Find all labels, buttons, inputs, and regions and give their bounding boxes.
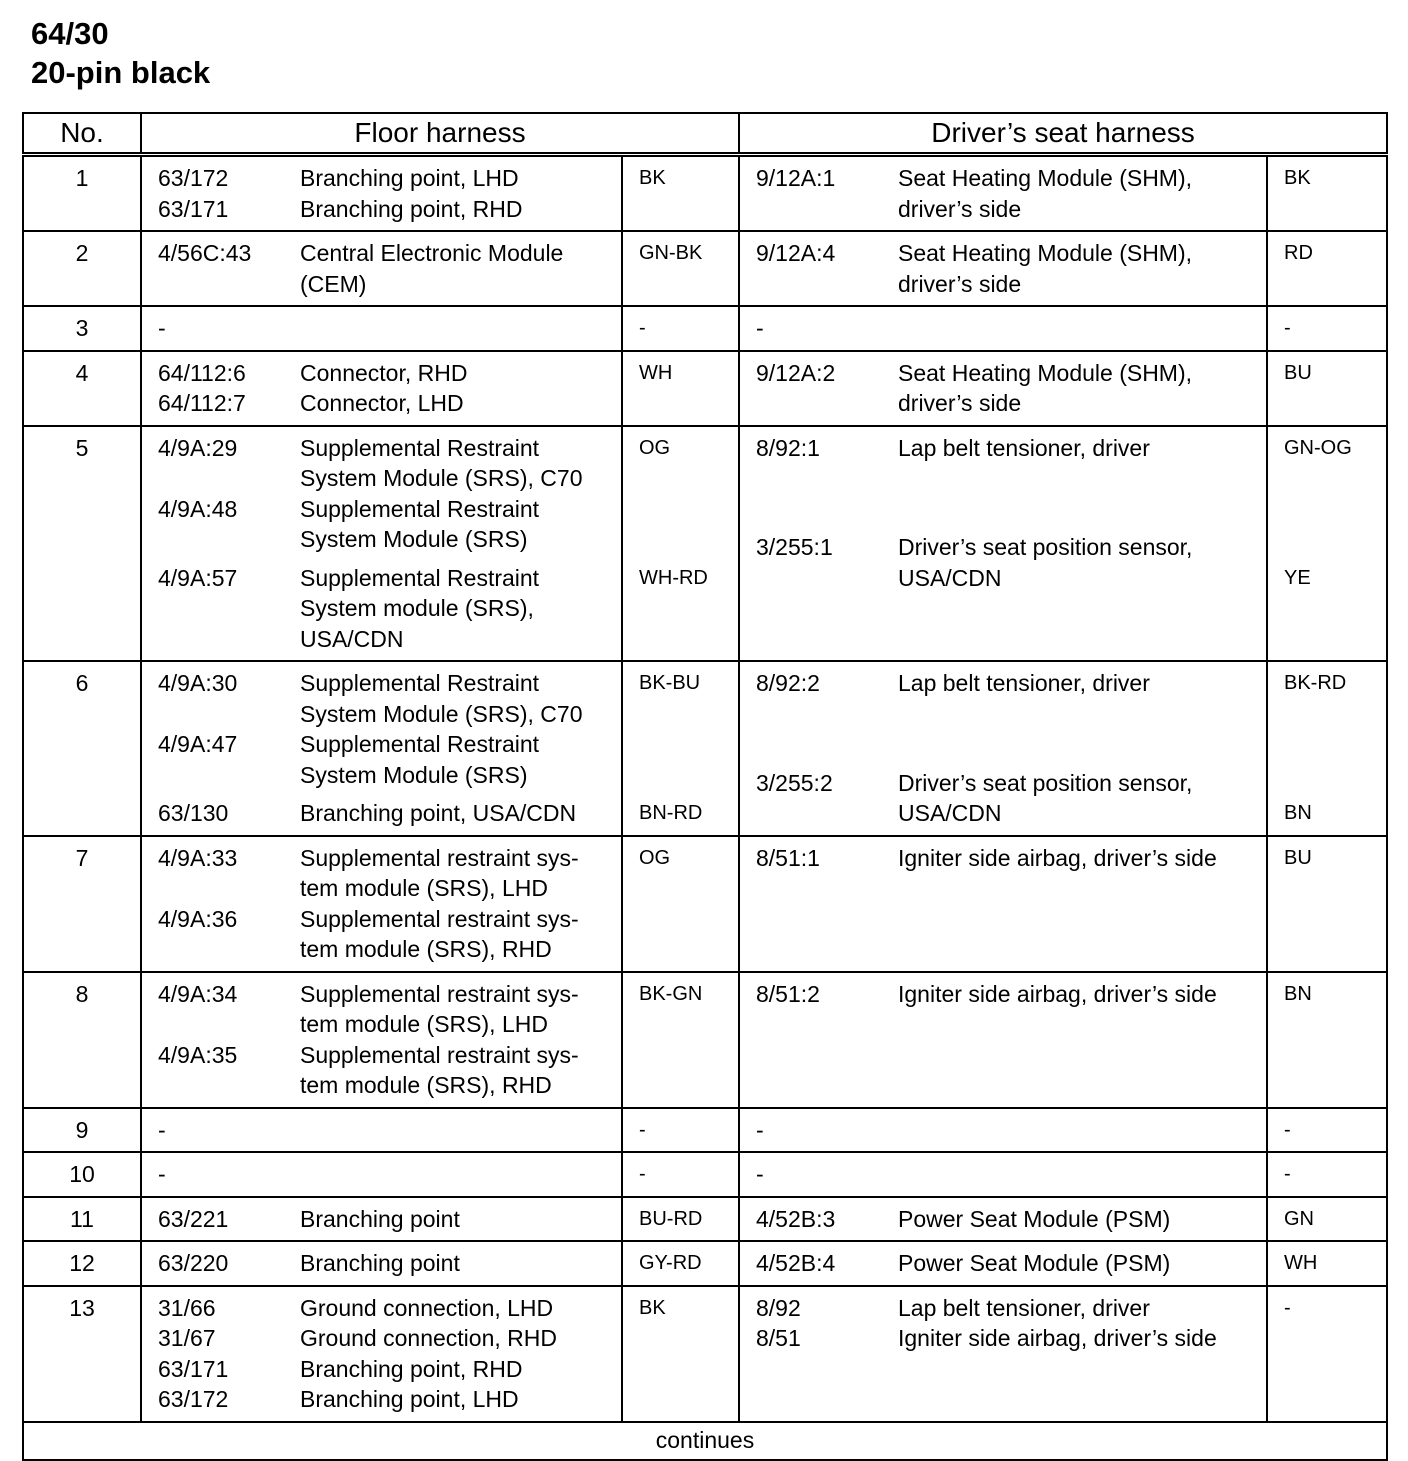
- seat-wire-color: -: [1284, 1163, 1291, 1185]
- floor-connection-cell: [141, 1241, 622, 1286]
- floor-connection-cell: [141, 661, 622, 836]
- seat-connection-cell: [739, 351, 1267, 426]
- floor-component-description: Supplemental restraint sys- tem module (SRS), LHD Supplemental restraint sys- tem module (SRS), RHD: [300, 980, 579, 1098]
- floor-connector-code: 63/130: [158, 800, 229, 826]
- seat-connector-code: 8/92 8/51: [756, 1294, 801, 1351]
- seat-wire-color: -: [1284, 317, 1291, 339]
- seat-connection-cell: [739, 306, 1267, 351]
- seat-wire-color-cell: [1267, 1286, 1387, 1422]
- floor-wire-color-cell: [622, 231, 739, 306]
- pin-number: 10: [23, 1152, 141, 1197]
- table-row: [23, 1152, 1387, 1197]
- seat-connector-code: 9/12A:2: [756, 359, 836, 386]
- seat-connection-cell: [739, 1286, 1267, 1422]
- seat-component-description: Seat Heating Module (SHM), driver’s side: [898, 165, 1193, 222]
- floor-component-description: Branching point: [300, 1250, 460, 1276]
- floor-connector-code: 4/9A:34 4/9A:35: [158, 980, 238, 1068]
- table-footer-row: [23, 1422, 1387, 1460]
- floor-connector-code: 63/220: [158, 1250, 229, 1276]
- spacer: [1284, 463, 1386, 563]
- pin-number: 12: [23, 1241, 141, 1286]
- floor-connector-code: 4/9A:33 4/9A:36: [158, 844, 238, 932]
- seat-component-description: Igniter side airbag, driver’s side: [898, 844, 1217, 871]
- seat-wire-color-cell: [1267, 836, 1387, 972]
- table-row: [23, 306, 1387, 351]
- pin-number: 13: [23, 1286, 141, 1422]
- seat-component-description: [898, 313, 1266, 344]
- seat-component-description: Lap belt tensioner, driver Igniter side airbag, driver’s side: [898, 1294, 1217, 1351]
- spacer: [639, 699, 738, 799]
- floor-wire-color: -: [639, 317, 646, 339]
- floor-connector-code: -: [158, 1161, 166, 1187]
- seat-wire-color-cell: [1267, 1197, 1387, 1242]
- seat-wire-color-cell: [1267, 351, 1387, 426]
- pin-number: 9: [23, 1108, 141, 1153]
- floor-connection-cell: [141, 1152, 622, 1197]
- seat-component-description: Power Seat Module (PSM): [898, 1250, 1171, 1276]
- spacer: [639, 463, 738, 563]
- header-floor-harness: Floor harness: [141, 113, 739, 155]
- floor-wire-color-cell: [622, 1197, 739, 1242]
- seat-connection-cell: [739, 231, 1267, 306]
- seat-wire-color: BN: [1284, 802, 1312, 824]
- floor-wire-color-cell: [622, 1286, 739, 1422]
- floor-wire-color: OG: [639, 436, 671, 459]
- seat-wire-color: BN: [1284, 982, 1312, 1005]
- seat-connector-code: 8/92:2: [756, 670, 820, 696]
- pin-number: 1: [23, 155, 141, 232]
- seat-component-description: Power Seat Module (PSM): [898, 1205, 1171, 1232]
- floor-wire-color: GN-BK: [639, 242, 703, 264]
- table-row: [23, 661, 1387, 836]
- floor-wire-color-cell: [622, 351, 739, 426]
- seat-component-description: Driver’s seat position sensor, USA/CDN: [898, 769, 1193, 826]
- seat-connector-code: -: [756, 315, 764, 341]
- floor-connection-cell: [141, 306, 622, 351]
- floor-wire-color: GY-RD: [639, 1252, 702, 1274]
- seat-connector-code: 8/51:1: [756, 844, 820, 871]
- seat-component-description: Igniter side airbag, driver’s side: [898, 980, 1217, 1007]
- seat-connector-code: 3/255:2: [756, 769, 833, 796]
- floor-connector-code: 64/112:6 64/112:7: [158, 359, 246, 416]
- pin-number: 11: [23, 1197, 141, 1242]
- seat-connection-cell: [739, 1108, 1267, 1153]
- floor-component-description: Branching point, LHD Branching point, RHD: [300, 165, 523, 222]
- seat-connection-cell: [739, 1197, 1267, 1242]
- seat-wire-color-cell: [1267, 231, 1387, 306]
- continues-note: continues: [23, 1422, 1387, 1460]
- floor-connection-cell: [141, 426, 622, 662]
- pin-number: 7: [23, 836, 141, 972]
- table-row: [23, 426, 1387, 662]
- seat-connection-cell: [739, 426, 1267, 662]
- floor-wire-color-cell: [622, 155, 739, 232]
- floor-connection-cell: [141, 1286, 622, 1422]
- table-row: [23, 1108, 1387, 1153]
- pin-number: 2: [23, 231, 141, 306]
- floor-wire-color: BK-GN: [639, 982, 703, 1005]
- spacer: [1284, 699, 1386, 799]
- seat-connection-cell: [739, 1152, 1267, 1197]
- floor-wire-color: BK-BU: [639, 672, 701, 694]
- floor-component-description: Connector, RHD Connector, LHD: [300, 359, 468, 416]
- floor-wire-color-cell: [622, 836, 739, 972]
- floor-connector-code: 63/172 63/171: [158, 165, 229, 222]
- pinout-table: [22, 112, 1388, 1461]
- seat-component-description: Lap belt tensioner, driver: [898, 670, 1150, 696]
- seat-connector-code: 8/51:2: [756, 980, 820, 1007]
- table-row: [23, 231, 1387, 306]
- seat-wire-color-cell: [1267, 1241, 1387, 1286]
- floor-component-description: Supplemental Restraint System Module (SRS), C70 Supplemental Restraint System Module (SRS): [300, 670, 583, 788]
- floor-wire-color: -: [639, 1163, 646, 1185]
- seat-connector-code: -: [756, 1161, 764, 1187]
- pin-number: 8: [23, 972, 141, 1108]
- floor-wire-color-cell: [622, 1108, 739, 1153]
- floor-wire-color: WH: [639, 361, 673, 384]
- floor-connector-code: 4/9A:57: [158, 564, 238, 591]
- floor-component-description: Supplemental restraint sys- tem module (SRS), LHD Supplemental restraint sys- tem module (SRS), RHD: [300, 844, 579, 962]
- floor-connector-code: 31/66 31/67 63/171 63/172: [158, 1294, 229, 1412]
- floor-connection-cell: [141, 836, 622, 972]
- floor-component-description: Ground connection, LHD Ground connection, RHD Branching point, RHD Branching point, LHD: [300, 1294, 557, 1412]
- floor-connection-cell: [141, 155, 622, 232]
- table-header-row: [23, 113, 1387, 155]
- floor-connection-cell: [141, 1108, 622, 1153]
- seat-connector-code: 4/52B:4: [756, 1250, 836, 1276]
- seat-connector-code: 9/12A:1: [756, 165, 836, 191]
- floor-connection-cell: [141, 231, 622, 306]
- floor-wire-color: -: [639, 1118, 646, 1141]
- header-seat-harness: Driver’s seat harness: [739, 113, 1387, 155]
- seat-wire-color: BK: [1284, 167, 1311, 189]
- seat-wire-color: GN-OG: [1284, 436, 1352, 459]
- table-row: [23, 972, 1387, 1108]
- floor-wire-color: BK: [639, 1296, 666, 1319]
- seat-wire-color: -: [1284, 1296, 1291, 1319]
- floor-connector-code: 4/56C:43: [158, 240, 252, 266]
- table-body: [23, 155, 1387, 1422]
- seat-connector-code: 4/52B:3: [756, 1205, 836, 1232]
- seat-wire-color: -: [1284, 1118, 1291, 1141]
- seat-wire-color-cell: [1267, 1152, 1387, 1197]
- seat-connection-cell: [739, 972, 1267, 1108]
- floor-wire-color: BK: [639, 167, 666, 189]
- seat-connection-cell: [739, 661, 1267, 836]
- floor-component-description: Branching point, USA/CDN: [300, 800, 577, 826]
- seat-component-description: Lap belt tensioner, driver: [898, 434, 1150, 461]
- seat-wire-color-cell: [1267, 972, 1387, 1108]
- table-row: [23, 1241, 1387, 1286]
- seat-wire-color: WH: [1284, 1252, 1318, 1274]
- seat-wire-color-cell: [1267, 661, 1387, 836]
- floor-connector-code: 63/221: [158, 1205, 229, 1232]
- floor-component-description: Central Electronic Module (CEM): [300, 240, 564, 297]
- connector-description: 20-pin black: [31, 55, 211, 90]
- header-no: No.: [23, 113, 141, 155]
- floor-connector-code: 4/9A:29 4/9A:48: [158, 434, 238, 522]
- seat-wire-color: RD: [1284, 242, 1313, 264]
- floor-wire-color: OG: [639, 846, 671, 869]
- floor-wire-color-cell: [622, 661, 739, 836]
- floor-component-description: [300, 313, 621, 344]
- floor-connector-code: -: [158, 315, 166, 341]
- seat-component-description: [898, 1115, 1266, 1146]
- floor-wire-color: BN-RD: [639, 802, 703, 824]
- table-row: [23, 1197, 1387, 1242]
- connector-id: 64/30: [31, 16, 109, 51]
- floor-component-description: Supplemental Restraint System Module (SRS), C70 Supplemental Restraint System Module (SRS): [300, 434, 583, 552]
- seat-wire-color: GN: [1284, 1207, 1314, 1230]
- seat-wire-color-cell: [1267, 306, 1387, 351]
- seat-wire-color-cell: [1267, 426, 1387, 662]
- seat-component-description: Seat Heating Module (SHM), driver’s side: [898, 359, 1193, 416]
- seat-connection-cell: [739, 155, 1267, 232]
- seat-wire-color-cell: [1267, 1108, 1387, 1153]
- floor-component-description: Supplemental Restraint System module (SRS), USA/CDN: [300, 564, 540, 652]
- seat-wire-color: YE: [1284, 566, 1311, 589]
- floor-wire-color-cell: [622, 426, 739, 662]
- pin-number: 6: [23, 661, 141, 836]
- table-row: [23, 836, 1387, 972]
- floor-wire-color: WH-RD: [639, 566, 708, 589]
- floor-component-description: Branching point: [300, 1205, 460, 1232]
- pin-number: 4: [23, 351, 141, 426]
- seat-component-description: [898, 1159, 1266, 1190]
- seat-connection-cell: [739, 1241, 1267, 1286]
- seat-wire-color: BU: [1284, 361, 1312, 384]
- floor-connector-code: 4/9A:30 4/9A:47: [158, 670, 238, 757]
- seat-component-description: Driver’s seat position sensor, USA/CDN: [898, 534, 1193, 591]
- seat-wire-color-cell: [1267, 155, 1387, 232]
- floor-connection-cell: [141, 351, 622, 426]
- seat-connection-cell: [739, 836, 1267, 972]
- seat-connector-code: 9/12A:4: [756, 240, 836, 266]
- pin-number: 5: [23, 426, 141, 662]
- floor-wire-color-cell: [622, 1241, 739, 1286]
- floor-wire-color: BU-RD: [639, 1207, 703, 1230]
- seat-component-description: Seat Heating Module (SHM), driver’s side: [898, 240, 1193, 297]
- seat-connector-code: 8/92:1: [756, 434, 820, 461]
- seat-connector-code: -: [756, 1116, 764, 1143]
- floor-component-description: [300, 1115, 621, 1146]
- table-row: [23, 155, 1387, 232]
- seat-connector-code: 3/255:1: [756, 534, 833, 560]
- table-row: [23, 1286, 1387, 1422]
- floor-wire-color-cell: [622, 972, 739, 1108]
- floor-wire-color-cell: [622, 1152, 739, 1197]
- floor-connection-cell: [141, 1197, 622, 1242]
- table-row: [23, 351, 1387, 426]
- seat-wire-color: BK-RD: [1284, 672, 1347, 694]
- floor-connector-code: -: [158, 1116, 166, 1143]
- floor-connection-cell: [141, 972, 622, 1108]
- floor-wire-color-cell: [622, 306, 739, 351]
- floor-component-description: [300, 1159, 621, 1190]
- seat-wire-color: BU: [1284, 846, 1312, 869]
- pin-number: 3: [23, 306, 141, 351]
